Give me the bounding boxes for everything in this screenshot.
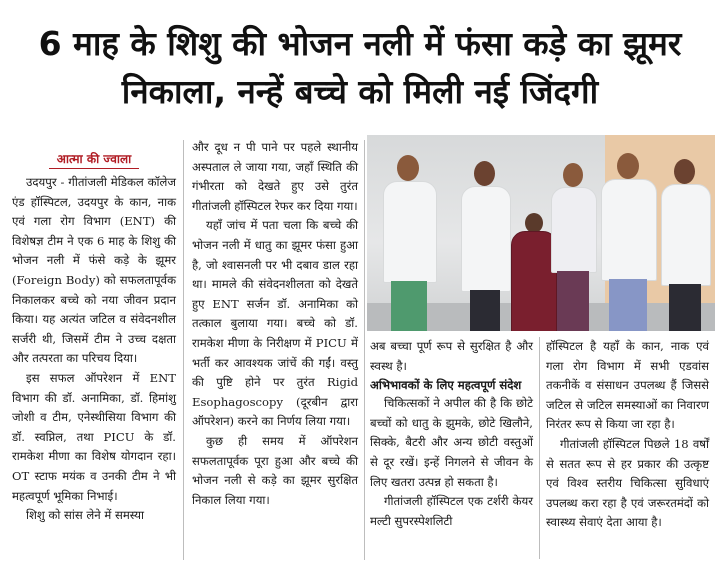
byline: आत्मा की ज्वाला — [49, 150, 139, 169]
photo-doctor-3 — [549, 163, 597, 331]
paragraph: शिशु को सांस लेने में समस्या — [26, 508, 145, 523]
column-divider — [539, 337, 540, 559]
paragraph: यहाँ जांच में पता चला कि बच्चे की भोजन नली में धातु का झूमर फंसा हुआ है, जो श्वासनली पर भी दबाव डाल रहा था। मामले की संवेदनशीलता को देखते हुए ENT सर्जन डॉ. अनामिका को तत्काल बुलाया गया। बच्चे को डॉ. रामकेश मीणा के निरीक्षण में PICU में भर्ती कर आवश्यक जांचें की गईं। वस्तु की पुष्टि होने पर तुरंत Rigid Esophagoscopy (दूरबीन द्वारा ऑपरेशन) करने का निर्णय लिया गया। — [192, 218, 358, 429]
subheading: अभिभावकों के लिए महत्वपूर्ण संदेश — [370, 378, 522, 393]
paragraph: इस सफल ऑपरेशन में ENT विभाग की डॉ. अनामिका, डॉ. हिमांशु जोशी व टीम, एनेस्थीसिया विभाग की डॉ. स्वप्निल, तथा PICU के डॉ. रामकेश मीणा का विशेष योगदान रहा। OT स्टाफ मयंक व उनकी टीम ने भी महत्वपूर्ण भूमिका निभाई। — [12, 370, 176, 503]
headline-line-2: निकाला, नन्हें बच्चे को मिली नई जिंदगी — [121, 72, 599, 111]
paragraph: उदयपुर - गीतांजली मेडिकल कॉलेज एंड हॉस्पिटल, उदयपुर के कान, नाक एवं गला रोग विभाग (ENT) की विशेषज्ञ टीम ने एक 6 माह के शिशु की भोजन नली में फंसे कड़े के झूमर (Foreign Body) को सफलतापूर्वक निकालकर बच्चे को नया जीवन प्रदान किया। यह अत्यंत जटिल व संवेदनशील सर्जरी थी, जिसमें टीम ने उच्च दक्षता और तत्परता का परिचय दिया। — [12, 175, 176, 366]
bottom-margin — [0, 562, 720, 575]
photo-gap — [367, 331, 715, 333]
paragraph: अब बच्चा पूर्ण रूप से सुरक्षित है और स्वस्थ है। — [370, 339, 533, 373]
paragraph: हॉस्पिटल है यहाँ के कान, नाक एवं गला रोग विभाग में सभी एडवांस तकनीकें व संसाधन उपलब्ध हैं जिससे जटिल से जटिल समस्याओं का निवारण निरंतर रूप से किया जा रहा है। — [546, 339, 709, 432]
article-column-4 — [546, 337, 709, 533]
headline-line-1: 6 माह के शिशु की भोजन नली में फंसा कड़े का झूमर — [38, 24, 682, 63]
paragraph: गीतांजली हॉस्पिटल पिछले 18 वर्षों से सतत रूप से हर प्रकार की उत्कृष्ट एवं विश्व स्तरीय चिकित्सा सुविधाएं उपलब्ध करा रहा है एवं जरूरतमंदों को स्वास्थ्य सेवाएं देता आया है। — [546, 436, 709, 530]
paragraph: गीतांजली हॉस्पिटल एक टर्शरी केयर मल्टी सुपरस्पेशलिटी — [370, 494, 533, 528]
photo-doctor-4 — [599, 153, 657, 331]
headline — [0, 0, 720, 128]
paragraph: कुछ ही समय में ऑपरेशन सफलतापूर्वक पूरा हुआ और बच्चे की भोजन नली से कड़े का झूमर सुरक्षित निकाल लिया गया। — [192, 433, 358, 507]
column-divider — [364, 140, 365, 560]
article-column-1 — [12, 150, 176, 526]
article-column-2 — [192, 138, 358, 510]
column-divider — [183, 140, 184, 560]
photo-doctor-1 — [381, 155, 437, 331]
paragraph: चिकित्सकों ने अपील की है कि छोटे बच्चों को धातु के झुमके, छोटे खिलौने, सिक्के, बैटरी और अन्य छोटी वस्तुओं से दूर रखें। इन्हें निगलने से जीवन के लिए खतरा उत्पन्न हो सकता है। — [370, 396, 533, 489]
photo-doctor-5 — [659, 159, 711, 331]
news-photo — [367, 135, 715, 331]
paragraph: और दूध न पी पाने पर पहले स्थानीय अस्पताल ले जाया गया, जहाँ स्थिति की गंभीरता को देखते हुए उसे तुरंत गीतांजली हॉस्पिटल रेफर कर दिया गया। — [192, 140, 358, 213]
photo-doctor-2 — [459, 161, 511, 331]
article-column-3 — [370, 337, 533, 531]
